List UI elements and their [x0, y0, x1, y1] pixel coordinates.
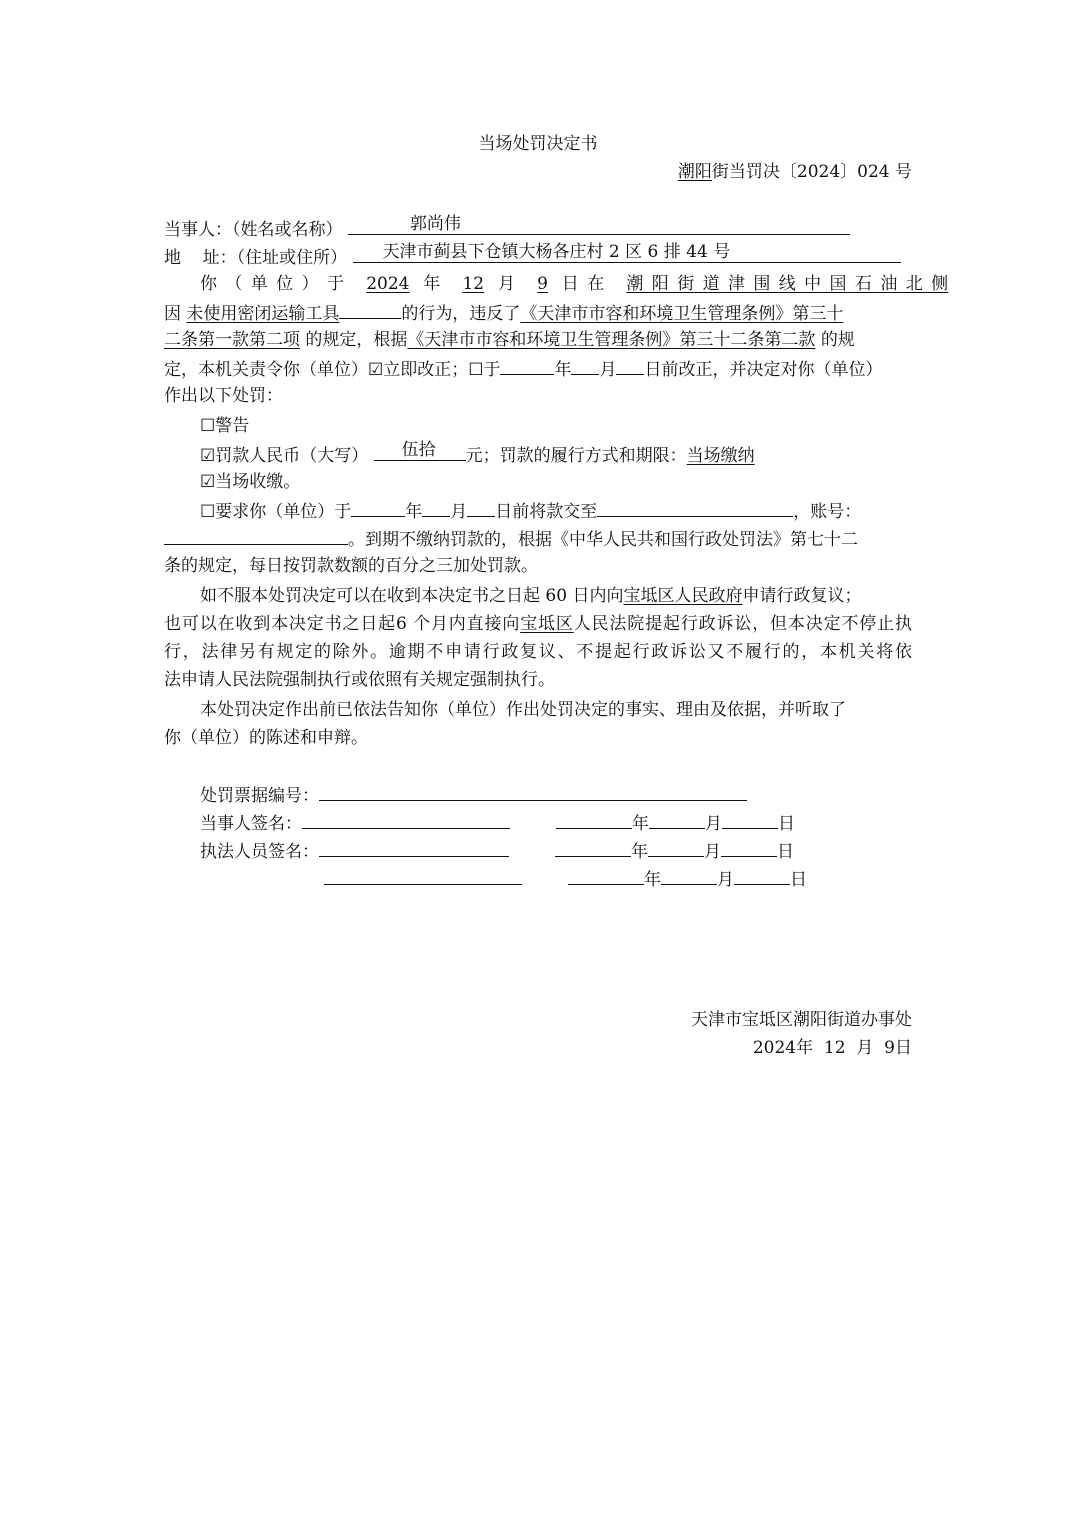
address-label: 地 址：（住址或住所）: [164, 248, 348, 268]
party-label: 当事人：（姓名或名称）: [164, 220, 343, 240]
correction-month-blank: [571, 354, 599, 375]
party-signature-label: 当事人签名：: [200, 814, 302, 834]
sign-month-blank: [648, 836, 704, 857]
second-officer-signature-line: [324, 864, 864, 892]
month-label: 月: [704, 842, 721, 862]
sign-day-blank: [722, 808, 778, 829]
fine-amount: 伍拾: [401, 440, 436, 460]
body-text: 的行为，违反了: [401, 304, 521, 324]
month-label: 月: [599, 360, 617, 380]
sign-day-blank: [734, 864, 790, 885]
correction-text: 定，本机关责令你（单位）☑立即改正；☐于: [164, 360, 501, 380]
year-label: 年: [554, 360, 572, 380]
year-label: 年: [423, 274, 449, 294]
day-label: 日: [790, 870, 807, 890]
request-day-blank: [467, 496, 495, 517]
month-label: 月: [717, 870, 734, 890]
year-label: 年: [405, 502, 423, 522]
officer-signature-line: [164, 836, 948, 864]
body-text: 的规定，根据: [305, 330, 408, 350]
option-fine: [164, 440, 948, 468]
receipt-number-field: [319, 780, 747, 801]
document-number-suffix: 街当罚决〔2024〕024 号: [711, 162, 912, 182]
appeal-line-4: 法申请人民法院强制执行或依照有关规定强制执行。: [164, 670, 555, 690]
payee-blank: [597, 496, 793, 517]
month-label: 月: [497, 274, 524, 294]
incident-month: 12: [462, 274, 485, 294]
day-label: 日: [777, 842, 794, 862]
address-line: [164, 242, 912, 270]
violation-act: 未使用密闭运输工具: [186, 304, 340, 324]
body-line-3: [164, 326, 912, 354]
option-warning: ☐警告: [200, 416, 250, 436]
appeal-line-1: [164, 582, 948, 610]
request-year-blank: [351, 496, 405, 517]
year-label: 年: [632, 814, 649, 834]
account-blank: [164, 524, 348, 545]
officer-signature-field: [319, 836, 509, 857]
option-payment-request: [164, 496, 948, 524]
fine-method: 当场缴纳: [686, 446, 755, 466]
party-name-field: [348, 214, 850, 235]
party-signature-field: [302, 808, 510, 829]
court-district: 宝坻区: [520, 614, 574, 634]
appeal-line-3: 行，法律另有规定的除外。逾期不申请行政复议、不提起行政诉讼又不履行的，本机关将依: [164, 642, 912, 662]
correction-day-blank: [616, 354, 644, 375]
violated-law: 《天津市市容和环境卫生管理条例》第三十: [520, 304, 844, 324]
day-label: 日在: [561, 274, 613, 294]
fine-label: ☑罚款人民币（大写）: [200, 446, 369, 466]
sign-month-blank: [649, 808, 705, 829]
fine-method-label: 元；罚款的履行方式和期限：: [465, 446, 687, 466]
year-label: 年: [644, 870, 661, 890]
incident-place: 潮阳街道津围线中国石油北侧: [626, 274, 949, 294]
body-text: 你（单位）于: [200, 274, 353, 294]
body-text: 的规: [820, 330, 855, 350]
appeal-text: 申请行政复议；: [742, 586, 862, 606]
correction-text: 日前改正，并决定对你（单位）: [644, 360, 883, 380]
appeal-text: 也可以在收到本决定书之日起6 个月内直接向: [164, 614, 521, 634]
month-label: 月: [450, 502, 468, 522]
sign-day-blank: [721, 836, 777, 857]
receipt-number-label: 处罚票据编号：: [200, 786, 319, 806]
address-field: [353, 242, 901, 263]
sign-year-blank: [555, 836, 631, 857]
review-authority: 宝坻区人民政府: [623, 586, 743, 606]
day-label: 日: [778, 814, 795, 834]
late-payment-text: 。到期不缴纳罚款的，根据《中华人民共和国行政处罚法》第七十二: [348, 530, 858, 550]
appeal-text: 如不服本处罚决定可以在收到本决定书之日起 60 日内向: [200, 586, 624, 606]
body-line-1: [164, 270, 948, 298]
request-text: ☐要求你（单位）于: [200, 502, 352, 522]
sign-year-blank: [568, 864, 644, 885]
notice-line-2: 你（单位）的陈述和申辩。: [164, 728, 368, 748]
fine-amount-field: [374, 440, 466, 461]
request-month-blank: [422, 496, 450, 517]
sign-month-blank: [661, 864, 717, 885]
notice-line-1: 本处罚决定作出前已依法告知你（单位）作出处罚决定的事实、理由及依据，并听取了: [200, 700, 846, 720]
sign-year-blank: [556, 808, 632, 829]
receipt-number-line: [164, 780, 948, 808]
party-signature-line: [164, 808, 948, 836]
incident-year: 2024: [366, 274, 410, 294]
document-number: [164, 158, 912, 186]
late-payment-line-2: 条的规定，每日按罚款数额的百分之三加处罚款。: [164, 556, 538, 576]
appeal-text: 人民法院提起行政诉讼，但本决定不停止执: [573, 614, 912, 634]
officer-signature-label: 执法人员签名：: [200, 842, 319, 862]
body-line-4: [164, 354, 912, 382]
act-blank: [339, 298, 401, 319]
year-label: 年: [631, 842, 648, 862]
incident-day: 9: [537, 274, 548, 294]
request-text: 日前将款交至: [495, 502, 598, 522]
body-text: 因: [164, 304, 181, 324]
body-line-5: 作出以下处罚：: [164, 386, 283, 406]
second-officer-signature-field: [324, 864, 522, 885]
address-value: 天津市蓟县下仓镇大杨各庄村 2 区 6 排 44 号: [382, 242, 731, 262]
penalty-basis-law: 《天津市市容和环境卫生管理条例》第三十二条第二款: [407, 330, 816, 350]
party-name: 郭尚伟: [409, 214, 461, 234]
account-label: ，账号：: [793, 502, 862, 522]
body-line-2: [164, 298, 912, 326]
issuing-organization: 天津市宝坻区潮阳街道办事处: [691, 1010, 912, 1030]
document-title: 当场处罚决定书: [478, 134, 598, 154]
late-payment-line-1: [164, 524, 912, 552]
correction-year-blank: [500, 354, 554, 375]
violated-law-clause: 二条第一款第二项: [164, 330, 300, 350]
appeal-line-2: [164, 610, 912, 638]
option-onsite: ☑当场收缴。: [200, 472, 301, 492]
month-label: 月: [705, 814, 722, 834]
document-number-prefix: 潮阳: [677, 162, 712, 182]
issue-date: 2024年 12 月 9日: [752, 1038, 912, 1058]
